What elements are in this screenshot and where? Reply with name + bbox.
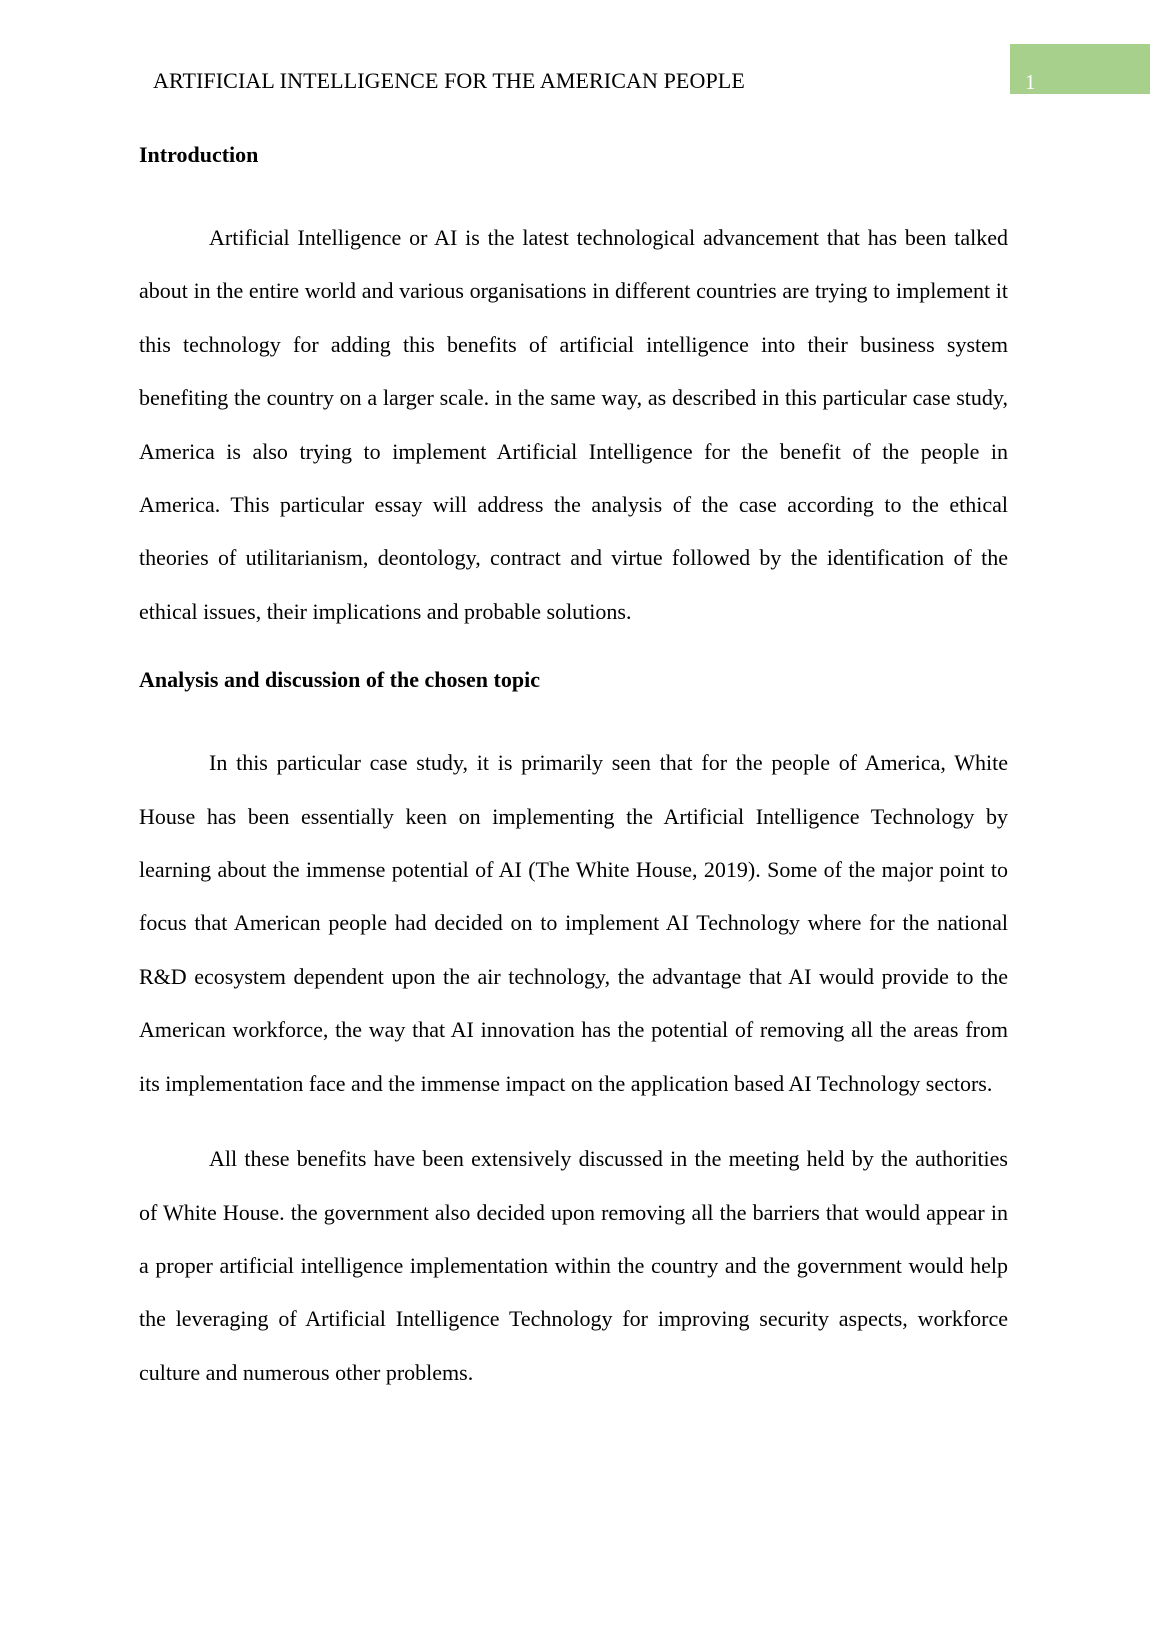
running-head: ARTIFICIAL INTELLIGENCE FOR THE AMERICAN PEOPLE: [153, 68, 745, 93]
introduction-heading: Introduction: [139, 142, 259, 167]
analysis-heading: Analysis and discussion of the chosen topic: [139, 667, 540, 693]
document-body: [139, 138, 1008, 1399]
analysis-paragraph-2: All these benefits have been extensively discussed in the meeting held by the authorities of White House. the government also decided upon removing all the barriers that would appear in a proper artificial intelligence implementation within the country and the government would help the leveraging of Artificial Intelligence Technology for improving security aspects, workforce culture and numerous other problems.: [139, 1146, 1008, 1385]
page-number: 1: [1025, 70, 1036, 94]
introduction-paragraph: Artificial Intelligence or AI is the latest technological advancement that has been talked about in the entire world and various organisations in different countries are trying to implement it this technology for adding this benefits of artificial intelligence into their business system benefiting the country on a larger scale. in the same way, as described in this particular case study, America is also trying to implement Artificial Intelligence for the benefit of the people in America. This particular essay will address the analysis of the case according to the ethical theories of utilitarianism, deontology, contract and virtue followed by the identification of the ethical issues, their implications and probable solutions.: [139, 225, 1008, 624]
analysis-paragraph-1: In this particular case study, it is primarily seen that for the people of America, White House has been essentially keen on implementing the Artificial Intelligence Technology by learning about the immense potential of AI (The White House, 2019). Some of the major point to focus that American people had decided on to implement AI Technology where for the national R&D ecosystem dependent upon the air technology, the advantage that AI would provide to the American workforce, the way that AI innovation has the potential of removing all the areas from its implementation face and the immense impact on the application based AI Technology sectors.: [139, 750, 1008, 1096]
